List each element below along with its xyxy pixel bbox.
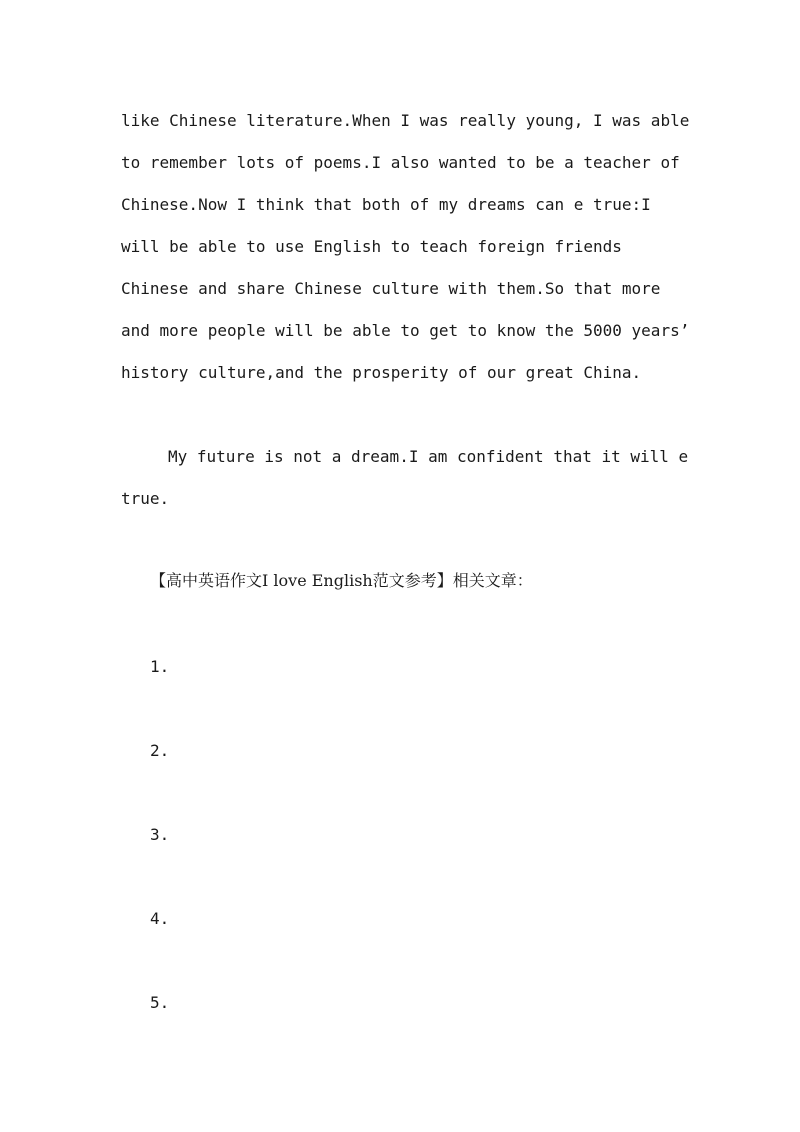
paragraph2-line: My future is not a dream.I am confident that it will e [168, 447, 689, 466]
related-list-item[interactable]: 5. [150, 993, 170, 1012]
related-list-item[interactable]: 4. [150, 909, 170, 928]
paragraph1-line: like Chinese literature.When I was really young, I was able [121, 111, 690, 130]
paragraph1-line: history culture,and the prosperity of our great China. [121, 363, 642, 382]
paragraph1-line: to remember lots of poems.I also wanted to be a teacher of [121, 153, 680, 172]
related-articles-heading: 【高中英语作文I love English范文参考】相关文章： [150, 571, 533, 590]
paragraph1-line: Chinese and share Chinese culture with them.So that more [121, 279, 661, 298]
paragraph2-line: true. [121, 489, 170, 508]
paragraph1-line: Chinese.Now I think that both of my dreams can e true:I [121, 195, 651, 214]
related-list-item[interactable]: 3. [150, 825, 170, 844]
related-list-item[interactable]: 2. [150, 741, 170, 760]
paragraph1-line: and more people will be able to get to know the 5000 years’ [121, 321, 690, 340]
related-list-item[interactable]: 1. [150, 657, 170, 676]
paragraph1-line: will be able to use English to teach foreign friends [121, 237, 622, 256]
